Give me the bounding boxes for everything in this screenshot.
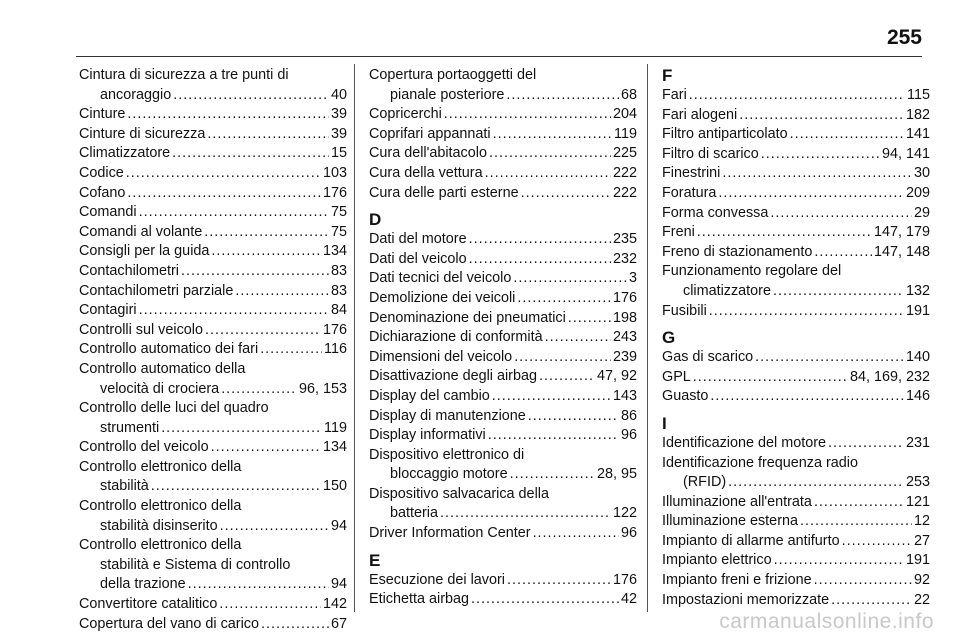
index-entry (369, 164, 637, 184)
index-entry-text: Impostazioni memorizzate (662, 591, 830, 608)
index-entry-pages: 147, 179 (873, 224, 930, 241)
index-entry-text: Esecuzione dei lavori (369, 571, 505, 588)
index-entry-text: Contachilometri (79, 262, 179, 279)
leader-dots (440, 504, 611, 524)
index-entry-text: Convertitore catalitico (79, 596, 218, 613)
index-entry (662, 302, 930, 322)
leader-dots (689, 86, 905, 106)
index-entry-text: Identificazione del motore (662, 434, 826, 451)
index-entry (662, 493, 930, 513)
leader-dots (485, 164, 611, 184)
index-entry-pages: 134 (322, 439, 347, 456)
index-entry-pages: 122 (612, 505, 637, 522)
index-entry-text: Contachilometri parziale (79, 282, 234, 299)
index-entry (79, 66, 347, 105)
index-entry (369, 426, 637, 446)
leader-dots (545, 328, 611, 348)
index-entry-text: Comandi al volante (79, 223, 203, 240)
index-column-1 (79, 66, 347, 634)
index-entry (79, 184, 347, 204)
index-entry-pages: 191 (905, 302, 930, 319)
index-entry-text: Display del cambio (369, 387, 490, 404)
index-entry-text: Copertura del vano di carico (79, 615, 259, 632)
index-entry-text: Coprifari appannati (369, 125, 491, 142)
index-entry-pages: 191 (905, 552, 930, 569)
index-entry-pages: 198 (612, 309, 637, 326)
index-entry-text: Cintura di sicurezza a tre punti di (79, 67, 289, 83)
leader-dots (770, 204, 912, 224)
index-entry-pages: 67 (330, 615, 347, 632)
index-entry-text: climatizzatore (683, 282, 771, 299)
leader-dots (507, 571, 611, 591)
index-entry-pages: 96 (620, 427, 637, 444)
index-entry (79, 615, 347, 635)
index-entry-text: Cura della vettura (369, 164, 483, 181)
index-entry (369, 348, 637, 368)
index-entry (369, 66, 637, 105)
index-entry (369, 289, 637, 309)
index-entry (662, 223, 930, 243)
index-entry-text: Demolizione dei veicoli (369, 289, 516, 306)
index-entry (369, 230, 637, 250)
index-entry (369, 367, 637, 387)
index-entry-text: Fusibili (662, 302, 707, 319)
index-entry-pages: 239 (612, 348, 637, 365)
index-entry (369, 571, 637, 591)
leader-dots (739, 106, 904, 126)
index-entry (79, 458, 347, 497)
leader-dots (828, 434, 904, 454)
index-entry-pages: 119 (614, 125, 637, 142)
index-entry (662, 387, 930, 407)
index-entry-pages: 83 (330, 282, 347, 299)
index-entry-text: Freno di stazionamento (662, 243, 813, 260)
index-entry (79, 164, 347, 184)
index-entry (662, 454, 930, 493)
index-entry-pages: 146 (905, 388, 930, 405)
index-entry-pages: 141 (905, 126, 930, 143)
index-entry-pages: 12 (913, 513, 930, 530)
index-entry-pages: 150 (322, 478, 347, 495)
index-entry-text: Controllo elettronico della (79, 537, 242, 554)
index-entry-pages: 84 (330, 302, 347, 319)
index-entry-pages: 222 (612, 184, 637, 201)
index-entry-text: (RFID) (683, 474, 727, 491)
index-entry-text: Gas di scarico (662, 349, 754, 366)
index-entry (369, 269, 637, 289)
index-entry-text: Controlli sul veicolo (79, 321, 203, 338)
leader-dots (814, 243, 872, 263)
index-entry-text: Foratura (662, 184, 717, 201)
index-letter-heading: F (662, 66, 673, 85)
leader-dots (773, 282, 904, 302)
index-entry (662, 368, 930, 388)
leader-dots (211, 438, 321, 458)
index-entry-text: Fari alogeni (662, 106, 738, 123)
leader-dots (774, 551, 904, 571)
index-entry-text: Dichiarazione di conformità (369, 329, 543, 346)
index-entry (662, 348, 930, 368)
leader-dots (528, 407, 619, 427)
index-entry-text: Impianto elettrico (662, 552, 772, 569)
index-letter-heading: D (369, 210, 382, 230)
leader-dots (469, 230, 611, 250)
leader-dots (127, 105, 329, 125)
leader-dots (514, 348, 611, 368)
index-entry-text: Illuminazione esterna (662, 513, 798, 530)
index-entry-text: Controllo delle luci del quadro (79, 400, 269, 417)
leader-dots (800, 512, 912, 532)
index-entry-pages: 75 (330, 204, 347, 221)
index-entry-text: Cofano (79, 184, 126, 201)
index-entry-pages: 75 (330, 223, 347, 240)
leader-dots (204, 223, 329, 243)
leader-dots (728, 473, 904, 493)
index-entry (369, 184, 637, 204)
index-letter-heading: E (369, 550, 381, 570)
index-entry-pages: 68 (620, 86, 637, 103)
index-entry-pages: 176 (322, 184, 347, 201)
index-entry-pages: 243 (612, 329, 637, 346)
index-entry-text: Impianto freni e frizione (662, 572, 812, 589)
leader-dots (211, 242, 321, 262)
index-entry (79, 399, 347, 438)
leader-dots (221, 380, 297, 400)
index-entry-text: ancoraggio (100, 86, 172, 103)
leader-dots (205, 321, 321, 341)
index-entry-text: Dati del motore (369, 231, 467, 248)
index-entry-text: Dati tecnici del veicolo (369, 270, 512, 287)
index-entry (662, 532, 930, 552)
index-entry-text: stabilità e Sistema di controllo (100, 556, 291, 573)
leader-dots (126, 164, 321, 184)
index-entry (79, 262, 347, 282)
index-entry-text: Guasto (662, 388, 709, 405)
index-letter-heading: I (662, 413, 667, 433)
leader-dots (521, 184, 611, 204)
index-entry-text: pianale posteriore (390, 86, 505, 103)
index-entry-text: Copertura portaoggetti del (369, 67, 537, 83)
index-entry (79, 105, 347, 125)
index-entry-pages: 29 (913, 204, 930, 221)
index-entry-pages: 116 (324, 341, 347, 358)
leader-dots (139, 203, 329, 223)
leader-dots (471, 590, 619, 610)
index-entry-text: Freni (662, 224, 695, 241)
index-entry (369, 250, 637, 270)
index-entry-pages: 103 (322, 164, 347, 181)
index-entry-pages: 231 (905, 434, 930, 451)
leader-dots (127, 184, 321, 204)
top-rule (76, 56, 922, 57)
index-entry-text: Dati del veicolo (369, 250, 467, 267)
index-entry-pages: 147, 148 (873, 243, 930, 260)
index-entry-pages: 222 (612, 164, 637, 181)
index-entry-text: Cinture (79, 106, 126, 123)
index-entry-pages: 22 (913, 591, 930, 608)
leader-dots (697, 223, 872, 243)
index-entry-text: stabilità disinserito (100, 517, 218, 534)
index-entry-text: Copricerchi (369, 106, 442, 123)
index-entry (662, 86, 930, 106)
index-entry (79, 125, 347, 145)
leader-dots (172, 144, 329, 164)
index-entry-pages: 176 (322, 321, 347, 338)
index-entry-pages: 115 (907, 87, 930, 103)
index-entry-text: Cura delle parti esterne (369, 184, 519, 201)
index-entry-text: bloccaggio motore (390, 466, 508, 483)
index-entry-text: Display informativi (369, 427, 486, 444)
index-entry (369, 407, 637, 427)
leader-dots (722, 164, 912, 184)
index-entry-pages: 235 (612, 231, 637, 248)
leader-dots (761, 145, 880, 165)
index-entry (662, 591, 930, 611)
index-entry-pages: 39 (330, 125, 347, 142)
index-entry-text: Cinture di sicurezza (79, 125, 206, 142)
index-entry-pages: 119 (324, 419, 347, 436)
index-column-2 (369, 66, 637, 610)
index-entry-pages: 3 (628, 270, 637, 287)
index-entry-pages: 121 (905, 493, 930, 510)
index-entry-text: velocità di crociera (100, 380, 220, 397)
index-entry-text: Display di manutenzione (369, 407, 526, 424)
leader-dots (790, 125, 904, 145)
index-entry-text: Forma convessa (662, 204, 769, 221)
leader-dots (489, 144, 611, 164)
leader-dots (539, 367, 595, 387)
index-entry-text: stabilità (100, 478, 149, 495)
leader-dots (139, 301, 329, 321)
leader-dots (533, 524, 619, 544)
index-entry-pages: 176 (612, 289, 637, 306)
leader-dots (207, 125, 329, 145)
index-entry-pages: 39 (330, 106, 347, 123)
leader-dots (488, 426, 619, 446)
index-entry-pages: 143 (612, 387, 637, 404)
index-entry-text: Controllo automatico della (79, 360, 246, 377)
index-entry (79, 301, 347, 321)
index-entry-pages: 42 (620, 591, 637, 608)
leader-dots (842, 532, 912, 552)
leader-dots (814, 493, 904, 513)
index-entry (662, 106, 930, 126)
leader-dots (517, 289, 611, 309)
index-column-3 (662, 66, 930, 610)
leader-dots (188, 575, 329, 595)
leader-dots (219, 595, 321, 615)
leader-dots (220, 517, 329, 537)
index-entry (662, 145, 930, 165)
leader-dots (755, 348, 904, 368)
index-entry-pages: 209 (905, 184, 930, 201)
index-entry-pages: 182 (905, 106, 930, 123)
index-entry-pages: 28, 95 (596, 466, 637, 483)
index-entry (79, 144, 347, 164)
index-entry (369, 485, 637, 524)
index-entry (369, 387, 637, 407)
leader-dots (261, 615, 329, 635)
index-entry (79, 321, 347, 341)
index-entry (369, 328, 637, 348)
leader-dots (235, 282, 329, 302)
index-entry-pages: 94 (330, 576, 347, 593)
index-entry-text: Identificazione frequenza radio (662, 454, 859, 471)
index-entry (662, 434, 930, 454)
index-entry-text: Disattivazione degli airbag (369, 368, 537, 385)
index-entry (79, 282, 347, 302)
index-entry-text: Etichetta airbag (369, 591, 469, 608)
index-letter-heading: G (662, 328, 676, 348)
index-entry (662, 204, 930, 224)
leader-dots (568, 309, 611, 329)
leader-dots (814, 571, 912, 591)
index-entry-text: Dimensioni del veicolo (369, 348, 513, 365)
index-entry-text: Controllo del veicolo (79, 439, 209, 456)
index-entry (369, 144, 637, 164)
index-entry-pages: 204 (612, 106, 637, 123)
index-entry (369, 105, 637, 125)
index-entry (369, 125, 637, 145)
index-entry-text: GPL (662, 368, 691, 385)
index-entry-text: Illuminazione all'entrata (662, 493, 812, 510)
index-entry-pages: 15 (330, 145, 347, 162)
index-entry-pages: 86 (620, 407, 637, 424)
index-entry (369, 309, 637, 329)
index-entry-pages: 94, 141 (881, 145, 930, 162)
index-entry (79, 360, 347, 399)
index-entry-pages: 140 (905, 349, 930, 366)
watermark-logo: carmanualsonline.info (719, 610, 934, 633)
leader-dots (510, 465, 595, 485)
leader-dots (173, 86, 329, 106)
index-entry-pages: 134 (322, 243, 347, 260)
index-entry-text: Contagiri (79, 302, 137, 319)
index-entry-text: Driver Information Center (369, 525, 531, 542)
index-entry-text: Dispositivo salvacarica della (369, 485, 549, 502)
index-entry (662, 512, 930, 532)
index-entry (662, 571, 930, 591)
leader-dots (693, 368, 848, 388)
index-entry-pages: 225 (612, 145, 637, 162)
index-entry-text: Funzionamento regolare del (662, 263, 842, 280)
index-entry (79, 595, 347, 615)
page-number: 255 (886, 26, 922, 49)
leader-dots (513, 269, 627, 289)
index-entry-text: Impianto di allarme antifurto (662, 532, 840, 549)
index-entry (79, 497, 347, 536)
index-entry (79, 536, 347, 595)
index-entry-pages: 40 (330, 86, 347, 103)
index-entry-pages: 47, 92 (596, 368, 637, 385)
index-entry-text: Filtro di scarico (662, 145, 759, 162)
index-entry (662, 243, 930, 263)
leader-dots (161, 419, 322, 439)
index-entry (369, 524, 637, 544)
index-entry-text: Denominazione dei pneumatici (369, 309, 566, 326)
index-entry-text: batteria (390, 505, 438, 522)
index-entry-pages: 27 (913, 532, 930, 549)
index-entry-text: Controllo automatico dei fari (79, 341, 259, 358)
index-entry-pages: 176 (612, 571, 637, 588)
leader-dots (506, 86, 619, 106)
leader-dots (710, 387, 904, 407)
index-entry-text: Consigli per la guida (79, 243, 210, 260)
index-entry-pages: 142 (322, 596, 347, 613)
index-entry-text: Finestrini (662, 165, 721, 182)
index-entry (369, 590, 637, 610)
index-entry (662, 184, 930, 204)
index-entry-text: Codice (79, 164, 124, 181)
leader-dots (444, 105, 611, 125)
leader-dots (260, 340, 322, 360)
index-entry-pages: 94 (330, 517, 347, 534)
index-entry-pages: 30 (913, 165, 930, 182)
index-entry-pages: 232 (612, 250, 637, 267)
index-entry (662, 262, 930, 301)
leader-dots (709, 302, 904, 322)
index-entry-text: Filtro antiparticolato (662, 126, 788, 143)
index-entry-text: Controllo elettronico della (79, 498, 242, 515)
leader-dots (151, 477, 321, 497)
column-divider (354, 64, 355, 612)
index-entry (79, 203, 347, 223)
index-entry-pages: 132 (905, 282, 930, 299)
index-entry-text: Controllo elettronico della (79, 458, 242, 475)
index-entry (369, 446, 637, 485)
leader-dots (181, 262, 329, 282)
index-entry-text: Dispositivo elettronico di (369, 446, 525, 463)
index-entry (79, 223, 347, 243)
column-divider (647, 64, 648, 612)
leader-dots (493, 125, 612, 145)
index-entry-pages: 83 (330, 262, 347, 279)
index-entry-text: della trazione (100, 576, 186, 593)
index-entry-text: Fari (662, 87, 687, 103)
index-entry-pages: 96 (620, 525, 637, 542)
index-entry (79, 340, 347, 360)
leader-dots (469, 250, 611, 270)
index-entry (662, 125, 930, 145)
index-entry-pages: 253 (905, 474, 930, 491)
index-entry-text: Cura dell'abitacolo (369, 145, 487, 162)
index-entry-pages: 92 (913, 572, 930, 589)
leader-dots (718, 184, 904, 204)
index-entry (79, 242, 347, 262)
index-entry (662, 164, 930, 184)
index-entry (79, 438, 347, 458)
index-entry-text: Comandi (79, 204, 137, 221)
index-entry (662, 551, 930, 571)
index-entry-text: Climatizzatore (79, 145, 171, 162)
leader-dots (831, 591, 912, 611)
index-entry-pages: 96, 153 (298, 380, 347, 397)
leader-dots (492, 387, 611, 407)
index-entry-pages: 84, 169, 232 (849, 368, 930, 385)
index-entry-text: strumenti (100, 419, 160, 436)
